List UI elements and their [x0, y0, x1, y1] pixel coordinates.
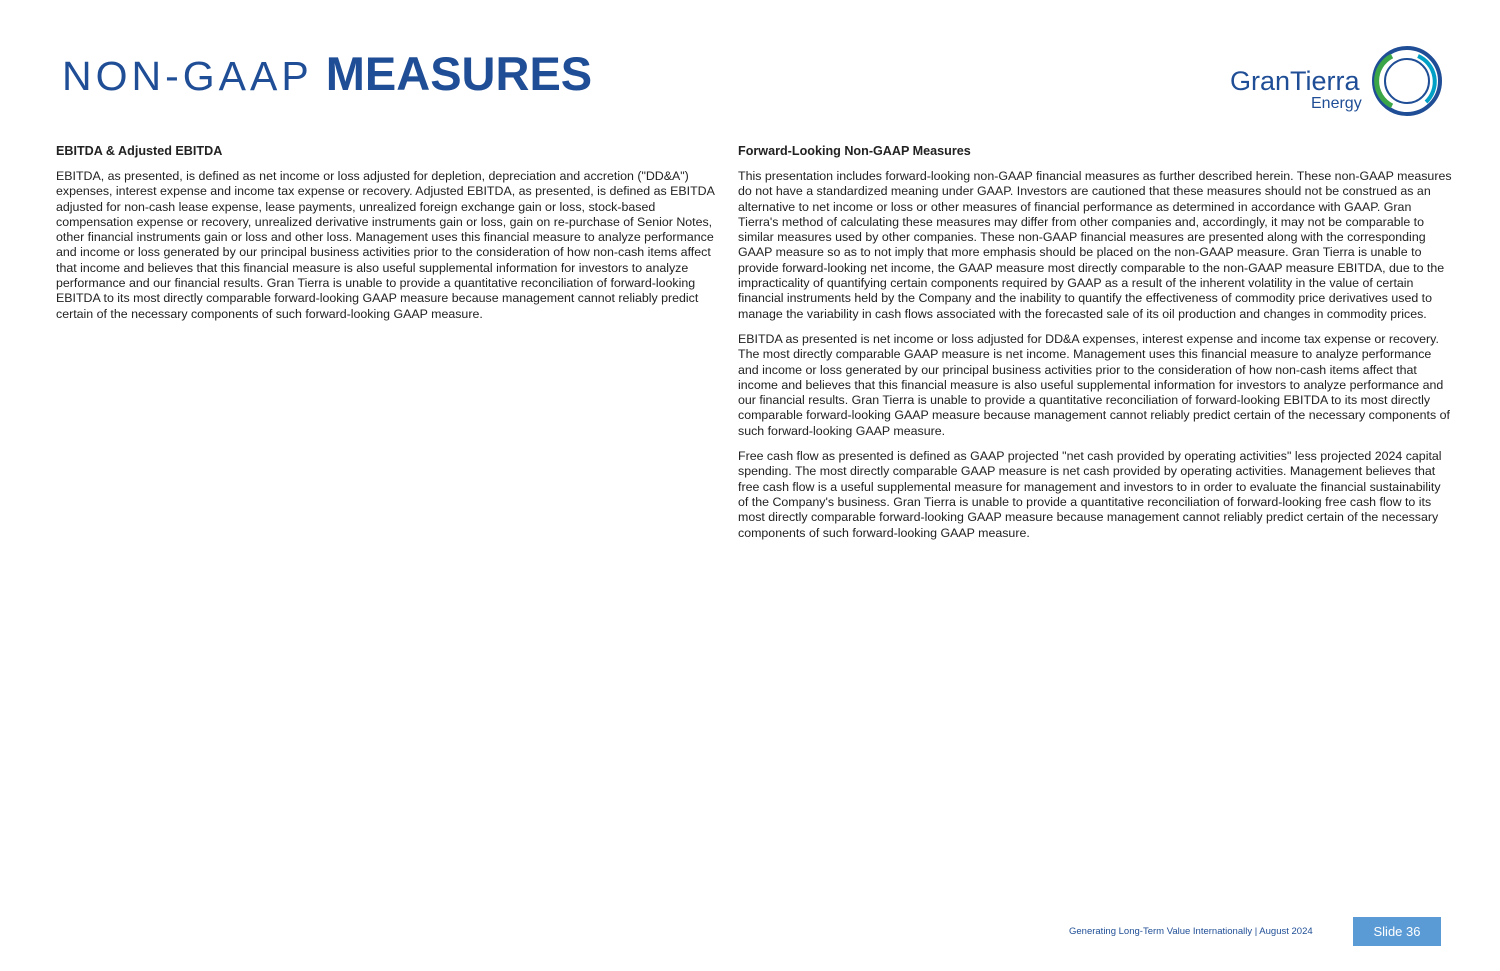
logo-brand-text: GranTierra: [1230, 66, 1360, 96]
forward-looking-paragraph-1: This presentation includes forward-looking non-GAAP financial measures as further described herein. These non-GAAP measures do not have a standardized meaning under GAAP. Investors are cautioned that these measures should not be construed as an alternative to net income or loss or other measures of financial performance as determined in accordance with GAAP. Gran Tierra's method of calculating these measures may differ from other companies and, accordingly, it may not be comparable to similar measures used by other companies. These non-GAAP financial measures are presented along with the corresponding GAAP measure so as to not imply that more emphasis should be placed on the non-GAAP measure. Gran Tierra is unable to provide forward-looking net income, the GAAP measure most directly comparable to the non-GAAP measure EBITDA, due to the impracticality of quantifying certain components required by GAAP as a result of the inherent volatility in the value of certain financial instruments held by the Company and the inability to quantify the effectiveness of commodity price derivatives used to manage the variability in cash flows associated with the forecasted sale of its oil production and changes in commodity prices.: [738, 169, 1452, 321]
footer-tagline: Generating Long-Term Value Internationally | August 2024: [1069, 926, 1313, 937]
forward-looking-heading: Forward-Looking Non-GAAP Measures: [738, 144, 971, 158]
gran-tierra-ring-icon: [1370, 44, 1444, 118]
page-title-bold: MEASURES: [325, 47, 593, 100]
slide-number-badge: Slide 36: [1353, 917, 1441, 946]
ebitda-column: [56, 143, 722, 332]
page-title-light: NON-GAAP: [62, 53, 313, 99]
forward-looking-paragraph-2: EBITDA as presented is net income or loss adjusted for DD&A expenses, interest expense and income tax expense or recovery. The most directly comparable GAAP measure is net income. Management uses this financial measure to analyze performance and income or loss generated by our principal business activities prior to the consideration of how non-cash items affect that income and believes that this financial measure is also useful supplemental information for investors to analyze performance and our financial results. Gran Tierra is unable to provide a quantitative reconciliation of forward-looking EBITDA to its most directly comparable forward-looking GAAP measure because management cannot reliably predict certain of the necessary components of such forward-looking GAAP measure.: [738, 331, 1450, 438]
ebitda-heading: EBITDA & Adjusted EBITDA: [56, 144, 223, 158]
logo-sub-text: Energy: [1311, 95, 1362, 112]
forward-looking-column: [738, 143, 1454, 551]
page-title: [62, 44, 592, 106]
ebitda-paragraph: EBITDA, as presented, is defined as net income or loss adjusted for depletion, depreciation and accretion ("DD&A") expenses, interest expense and income tax expense or recovery. Adjusted EBITDA, as presented, is defined as EBITDA adjusted for non-cash lease expense, lease payments, unrealized foreign exchange gain or loss, stock-based compensation expense or recovery, unrealized derivative instruments gain or loss, gain on re-purchase of Senior Notes, other financial instruments gain or loss and other loss. Management uses this financial measure to analyze performance and income or loss generated by our principal business activities prior to the consideration of how non-cash items affect that income and believes that this financial measure is also useful supplemental information for investors to analyze performance and our financial results. Gran Tierra is unable to provide a quantitative reconciliation of forward-looking EBITDA to its most directly comparable forward-looking GAAP measure because management cannot reliably predict certain of the necessary components of such forward-looking GAAP measure.: [56, 169, 715, 321]
company-logo: [1226, 42, 1446, 122]
forward-looking-paragraph-3: Free cash flow as presented is defined as GAAP projected "net cash provided by operating activities" less projected 2024 capital spending. The most directly comparable GAAP measure is net cash provided by operating activities. Management believes that free cash flow is a useful supplemental measure for management and investors to in order to evaluate the financial sustainability of the Company's business. Gran Tierra is unable to provide a quantitative reconciliation of forward-looking free cash flow to its most directly comparable forward-looking GAAP measure because management cannot reliably predict certain of the necessary components of such forward-looking GAAP measure.: [738, 449, 1442, 540]
